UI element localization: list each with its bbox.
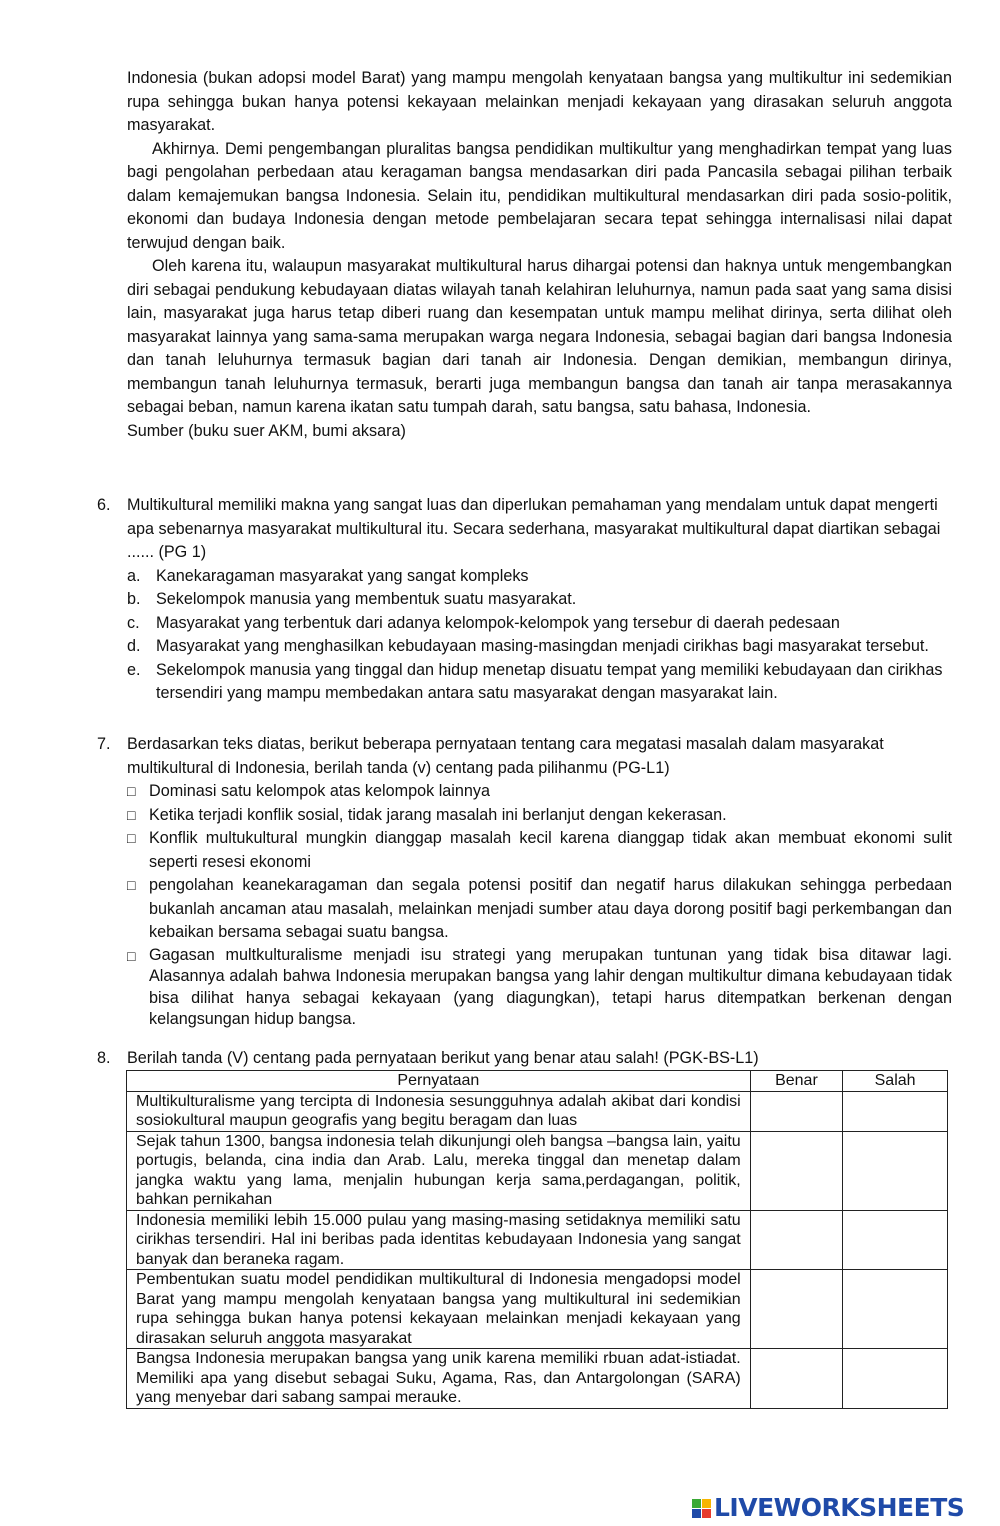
- header-statement: Pernyataan: [127, 1071, 751, 1092]
- passage-source: Sumber (buku suer AKM, bumi aksara): [127, 421, 406, 440]
- table-row: [127, 1349, 948, 1409]
- checkbox[interactable]: □: [127, 806, 136, 823]
- statement-cell: Sejak tahun 1300, bangsa indonesia telah dikunjungi oleh bangsa –bangsa lain, yaitu portugis, belanda, cina india dan Arab. Lalu, mereka tinggal dan menetap dalam jangka waktu yang lama, menjalin hubungan kerja sama,perdagangan, politik, bahkan pernikahan: [127, 1131, 751, 1210]
- check-option-text: Konflik multukultural mungkin dianggap masalah kecil karena dianggap tidak akan membuat ekonomi sulit seperti resesi ekonomi: [149, 829, 952, 871]
- checkbox[interactable]: □: [127, 830, 136, 846]
- true-answer-cell[interactable]: [750, 1091, 842, 1131]
- reading-passage: [127, 67, 952, 443]
- answer-options: [97, 565, 952, 706]
- logo-block: [692, 1509, 701, 1518]
- passage-paragraph-2: Akhirnya. Demi pengembangan pluralitas bangsa pendidikan multikultur yang menghadirkan tempat yang luas bagi pengolahan perbedaan atau keragaman bangsa mendasarkan diri pada Pancasila sebagai pilihan terbaik dalam kemajemukan bangsa Indonesia. Selain itu, pendidikan multikultural mendasarkan diri pada sosio-politik, ekonomi dan budaya Indonesia dengan metode pembelajaran secara tepat sehingga internalisasi nilai dapat terwujud dengan baik.: [127, 139, 952, 252]
- true-answer-cell[interactable]: [750, 1131, 842, 1210]
- table-row: [127, 1270, 948, 1349]
- brand-name: LIVEWORKSHEETS: [714, 1493, 965, 1522]
- option-text: Sekelompok manusia yang membentuk suatu masyarakat.: [156, 590, 577, 608]
- option-letter: d.: [127, 637, 141, 655]
- header-false: Salah: [843, 1071, 948, 1092]
- question-8: [97, 1047, 952, 1071]
- logo-block: [702, 1509, 711, 1518]
- question-text: Multikultural memiliki makna yang sangat luas dan diperlukan pemahaman yang mendalam untuk dapat mengerti apa sebenarnya masyarakat multikultural itu. Secara sederhana, masyarakat multikultural dapat diartikan sebagai ...... (PG 1): [127, 496, 941, 561]
- checkbox-options: [97, 780, 952, 1031]
- statement-cell: Multikulturalisme yang tercipta di Indonesia sesungguhnya adalah akibat dari kondisi sosiokultural maupun geografis yang begitu beragam dan luas: [127, 1091, 751, 1131]
- answer-option-e[interactable]: [97, 659, 952, 706]
- table-header-row: [127, 1071, 948, 1092]
- option-text: Masyarakat yang terbentuk dari adanya kelompok-kelompok yang tersebur di daerah pedesaan: [156, 613, 840, 632]
- liveworksheets-logo: [692, 1494, 964, 1522]
- option-letter: b.: [127, 590, 141, 608]
- passage-paragraph-1: Indonesia (bukan adopsi model Barat) yang mampu mengolah kenyataan bangsa yang multikultur ini sedemikian rupa sehingga bukan hanya potensi kekayaan melainkan menjadi kekayaan yang dirasakan seluruh anggota masyarakat.: [127, 69, 952, 134]
- logo-blocks-icon: [692, 1499, 711, 1518]
- option-text: Masyarakat yang menghasilkan kebudayaan masing-masingdan menjadi cirikhas bagi masyarakat tersebut.: [156, 637, 929, 655]
- option-letter: e.: [127, 660, 141, 679]
- checkbox[interactable]: □: [127, 783, 136, 799]
- question-7: [97, 733, 952, 1031]
- false-answer-cell[interactable]: [843, 1091, 948, 1131]
- check-option-4: [97, 874, 952, 945]
- option-letter: a.: [127, 566, 141, 585]
- statement-cell: Pembentukan suatu model pendidikan multikultural di Indonesia mengadopsi model Barat yang mampu mengolah kenyataan bangsa yang multikultural ini sedemikian rupa sehingga bukan hanya potensi kekayaan melainkan menjadi kekayaan yang dirasakan seluruh anggota masyarakat: [127, 1270, 751, 1349]
- check-option-3: [97, 827, 952, 874]
- table-row: [127, 1210, 948, 1270]
- check-option-text: Dominasi satu kelompok atas kelompok lainnya: [149, 782, 491, 800]
- checkbox[interactable]: □: [127, 877, 136, 893]
- header-true: Benar: [750, 1071, 842, 1092]
- false-answer-cell[interactable]: [843, 1210, 948, 1270]
- true-answer-cell[interactable]: [750, 1210, 842, 1270]
- check-option-text: Ketika terjadi konflik sosial, tidak jarang masalah ini berlanjut dengan kekerasan.: [149, 805, 727, 824]
- check-option-text: Gagasan multkulturalisme menjadi isu strategi yang merupakan tuntunan yang tidak bisa ditawar lagi. Alasannya adalah bahwa Indonesia merupakan bangsa yang lahir dengan multikultur dimana kebudayaan tidak bisa dilihat hanya sebagai kekayaan (yang diagungkan), tetapi harus ditempatkan berkenan dengan kelangsungan hidup bangsa.: [149, 945, 952, 1028]
- option-letter: c.: [127, 613, 140, 632]
- question-number: 7.: [97, 735, 111, 753]
- logo-block: [692, 1499, 701, 1508]
- question-number: 6.: [97, 496, 111, 514]
- question-text: Berilah tanda (V) centang pada pernyataan berikut yang benar atau salah! (PGK-BS-L1): [127, 1049, 759, 1067]
- logo-block: [702, 1499, 711, 1508]
- check-option-2: [97, 804, 952, 828]
- table-row: [127, 1091, 948, 1131]
- answer-option-b[interactable]: [97, 588, 952, 612]
- checkbox[interactable]: □: [127, 947, 136, 964]
- false-answer-cell[interactable]: [843, 1349, 948, 1409]
- question-text: Berdasarkan teks diatas, berikut beberapa pernyataan tentang cara megatasi masalah dalam masyarakat multikultural di Indonesia, berilah tanda (v) centang pada pilihanmu (PG-L1): [127, 735, 884, 777]
- statement-cell: Bangsa Indonesia merupakan bangsa yang unik karena memiliki rbuan adat-istiadat. Memiliki apa yang disebut sebagai Suku, Agama, Ras, dan Antargolongan (SARA) yang menyebar dari sabang sampai merauke.: [127, 1349, 751, 1409]
- question-6: [97, 494, 952, 706]
- statement-cell: Indonesia memiliki lebih 15.000 pulau yang masing-masing setidaknya memiliki satu cirikhas tersendiri. Hal ini beribas pada identitas kebudayaan Indonesia yang sangat banyak dan beraneka ragam.: [127, 1210, 751, 1270]
- table-row: [127, 1131, 948, 1210]
- answer-option-c[interactable]: [97, 612, 952, 636]
- false-answer-cell[interactable]: [843, 1270, 948, 1349]
- true-answer-cell[interactable]: [750, 1270, 842, 1349]
- question-number: 8.: [97, 1049, 111, 1067]
- option-text: Kanekaragaman masyarakat yang sangat kompleks: [156, 566, 529, 585]
- check-option-5: [97, 945, 952, 1031]
- true-answer-cell[interactable]: [750, 1349, 842, 1409]
- false-answer-cell[interactable]: [843, 1131, 948, 1210]
- answer-option-d[interactable]: [97, 635, 952, 659]
- check-option-text: pengolahan keanekaragaman dan segala potensi positif dan negatif harus dilakukan sehingga perbedaan bukanlah ancaman atau masalah, melainkan menjadi sumber atau daya dorong positif bagi perkembangan dan kebaikan bersama sebagai suatu bangsa.: [149, 876, 952, 941]
- option-text: Sekelompok manusia yang tinggal dan hidup menetap disuatu tempat yang memiliki kebudayaan dan cirikhas tersendiri yang mampu membedakan antara satu masyarakat dengan masyarakat lain.: [156, 660, 943, 702]
- check-option-1: [97, 780, 952, 804]
- answer-option-a[interactable]: [97, 565, 952, 589]
- true-false-table: [126, 1070, 948, 1409]
- passage-paragraph-3: Oleh karena itu, walaupun masyarakat multikultural harus dihargai potensi dan haknya untuk mengembangkan diri sebagai pendukung kebudayaan diatas wilayah tanah kelahiran leluhurnya, namun pada saat yang sama disisi lain, masyarakat juga harus tetap diberi ruang dan kesempatan untuk mampu melihat dirinya, serta dilihat oleh masyarakat lainnya yang sama-sama merupakan warga negara Indonesia, sebagai bagian dari bangsa Indonesia dan tanah leluhurnya termasuk bagian dari tanah air Indonesia. Dengan demikian, membangun dirinya, membangun tanah leluhurnya termasuk, berarti juga membangun bangsa dan tanah air tanpa merasakannya sebagai beban, namun karena ikatan satu tumpah darah, satu bangsa, satu bahasa, Indonesia.: [127, 257, 952, 416]
